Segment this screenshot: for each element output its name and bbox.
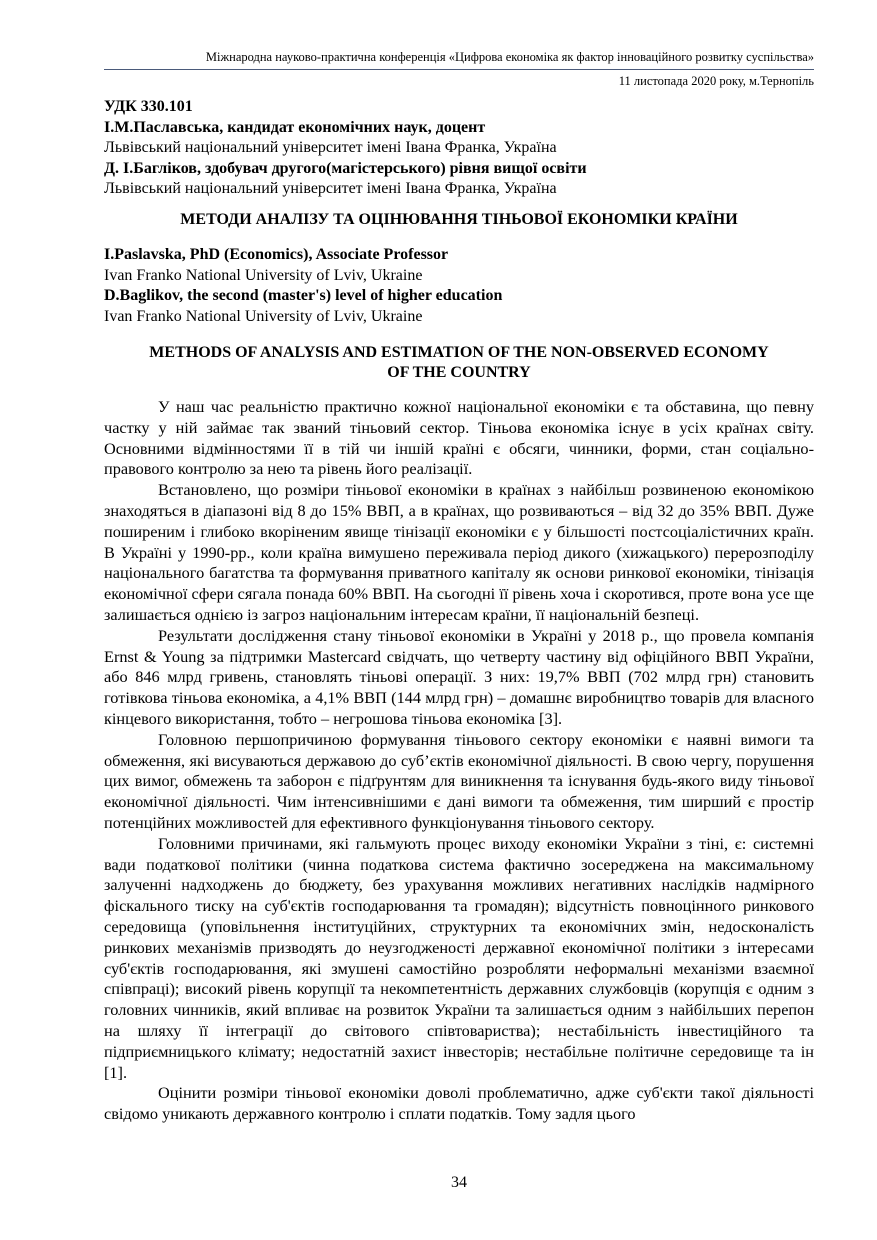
udc-code: УДК 330.101 bbox=[104, 98, 193, 115]
body-paragraph: Результати дослідження стану тіньової економіки в Україні у 2018 р., що провела компанія Ernst & Young за підтримки Mastercard свідчать, що четверту частину від офіційного ВВП України, або 846 млрд гривень, становлять тіньові операції. З них: 19,7% ВВП (702 млрд грн) становить готівкова тіньова економіка, а 4,1% ВВП (144 млрд грн) – домашнє виробництво товарів для власного кінцевого використання, тобто – негрошова тіньова економіка [3]. bbox=[104, 625, 814, 728]
article-title-en-line: OF THE COUNTRY bbox=[387, 364, 531, 381]
page-number: 34 bbox=[451, 1174, 467, 1191]
body-paragraph: Головними причинами, які гальмують процес виходу економіки України з тіні, є: системні вади податкової політики (чинна податкова система фактично зосереджена на максимальному залученні надходжень до бюджету, без урахування можливих негативних наслідків надмірного фіскального тиску на суб'єктів господарювання та громадян); відсутність повноцінного ринкового середовища (уповільнення інституційних, структурних та економічних змін, недосконалість ринкових механізмів призводять до неузгодженості державної економічної політики з інтересами суб'єктів господарювання, які змушені самостійно розробляти неформальні механізми взаємної співпраці); високий рівень корупції та некомпетентність державних службовців (корупція є одним з головних чинників, який впливає на розвиток України та залишається одним з найбільших перепон на шляху її інтеграції до світового співтовариства); нестабільність інвестиційного та підприємницького клімату; недостатній захист інвесторів; нестабільне політичне середовище та ін [1]. bbox=[104, 833, 814, 1082]
body-paragraph: Головною першопричиною формування тіньового сектору економіки є наявні вимоги та обмеження, які висуваються державою до суб’єктів економічної діяльності. В свою чергу, порушення цих вимог, обмежень та заборон є підґрунтям для виникнення та існування будь-якого виду тіньової економічної діяльності. Чим інтенсивнішими є дані вимоги та обмеження, тим ширший є простір потенційних можливостей для ефективного функціонування тіньового сектору. bbox=[104, 729, 814, 832]
author-block-ua bbox=[104, 97, 814, 200]
header-rule bbox=[104, 69, 814, 70]
running-header-date: 11 листопада 2020 року, м.Тернопіль bbox=[618, 74, 814, 88]
author-affiliation-en: Ivan Franko National University of Lviv, Ukraine bbox=[104, 266, 423, 284]
author-affiliation-en: Ivan Franko National University of Lviv, Ukraine bbox=[104, 307, 423, 325]
author-block-en bbox=[104, 245, 814, 327]
article-title-en-line: METHODS OF ANALYSIS AND ESTIMATION OF THE NON-OBSERVED ECONOMY bbox=[149, 344, 769, 361]
body-paragraph: Встановлено, що розміри тіньової економіки в країнах з найбільш розвиненою економікою знаходяться в діапазоні від 8 до 15% ВВП, а в країнах, що розвиваються – від 32 до 35% ВВП. Дуже поширеним і глибоко вкоріненим явище тінізації економіки є у більшості постсоціалістичних країн. В Україні у 1990-рр., коли країна вимушено переживала період дикого (хижацького) перерозподілу національного багатства та формування приватного капіталу як основи ринкової економіки, тінізація економічної сфери сягала понада 60% ВВП. На сьогодні її рівень хоча і скоротився, проте вона усе ще залишається однією із загроз національним інтересам країни, її національній безпеці. bbox=[104, 480, 814, 624]
author-name: І.М.Паславська, кандидат економічних наук, доцент bbox=[104, 118, 486, 136]
author-affiliation: Львівський національний університет імені Івана Франка, Україна bbox=[104, 180, 557, 197]
author-name: Д. І.Багліков, здобувач другого(магістерського) рівня вищої освіти bbox=[104, 159, 587, 177]
article-title-en bbox=[104, 343, 814, 383]
author-name-en: D.Baglikov, the second (master's) level of higher education bbox=[104, 287, 503, 304]
running-header-conference: Міжнародна науково-практична конференція «Цифрова економіка як фактор інноваційного розвитку суспільства» bbox=[205, 50, 814, 64]
author-name-en: I.Paslavska, PhD (Economics), Associate Professor bbox=[104, 246, 449, 263]
body-paragraph: Оцінити розміри тіньової економіки доволі проблематично, адже суб'єкти такої діяльності свідомо уникають державного контролю і сплати податків. Тому задля цього bbox=[104, 1083, 814, 1124]
article-title-ua: МЕТОДИ АНАЛІЗУ ТА ОЦІНЮВАННЯ ТІНЬОВОЇ ЕКОНОМІКИ КРАЇНИ bbox=[180, 211, 738, 228]
author-affiliation: Львівський національний університет імені Івана Франка, Україна bbox=[104, 139, 557, 156]
article-body bbox=[104, 397, 814, 1125]
body-paragraph: У наш час реальністю практично кожної національної економіки є та обставина, що певну частку у ній займає так званий тіньовий сектор. Тіньова економіка існує в усіх країнах світу. Основними відмінностями її в тій чи іншій країні є обсяги, чинники, форми, стан соціально-правового контролю за нею та рівень його реалізації. bbox=[104, 397, 814, 479]
